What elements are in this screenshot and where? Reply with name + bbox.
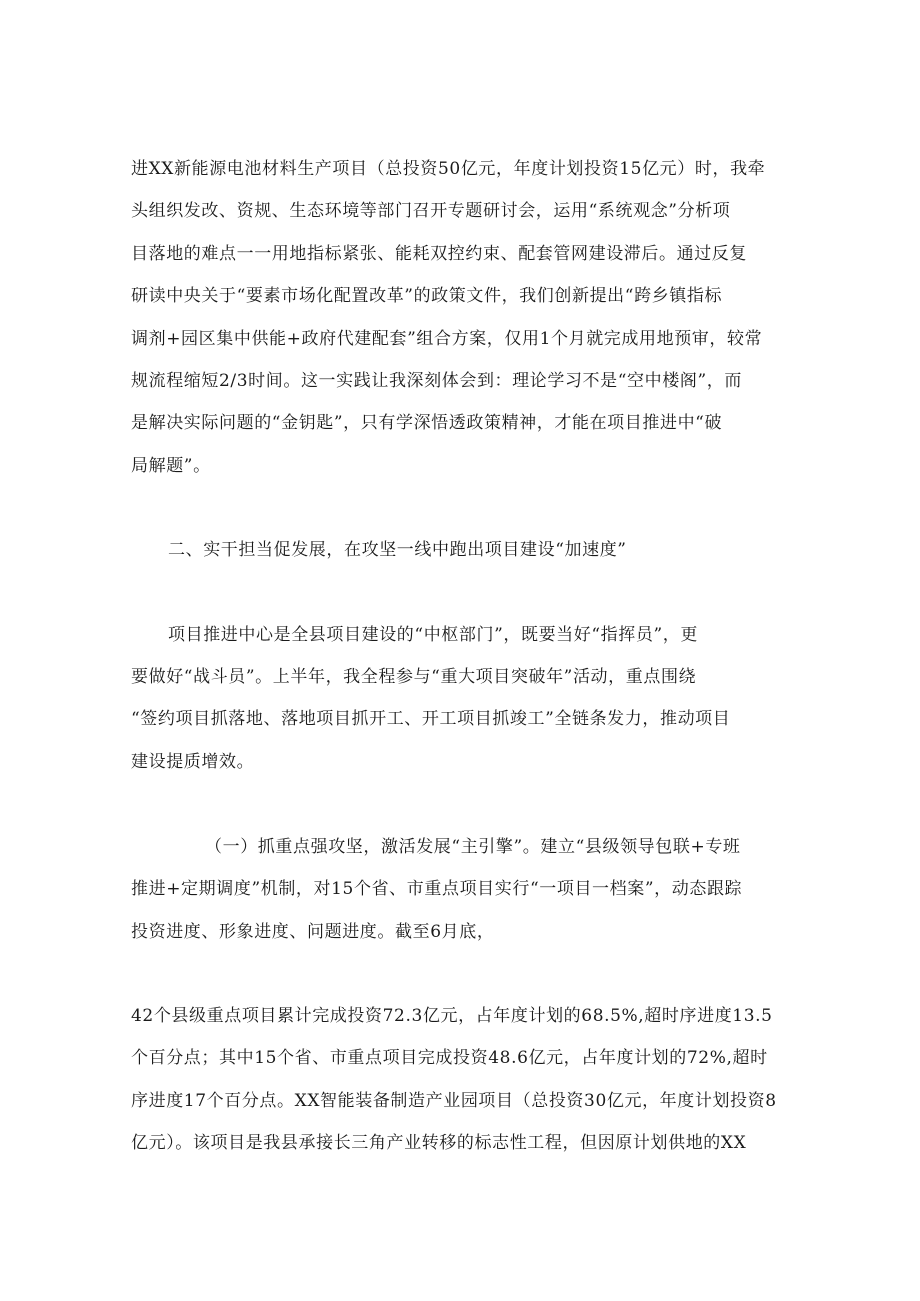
text-line: 投资进度、形象进度、问题进度。截至6月底， [131,922,495,942]
text-line: 42个县级重点项目累计完成投资72.3亿元，占年度计划的68.5%,超时序进度13.5 [131,1006,773,1026]
text-line: “签约项目抓落地、落地项目抓开工、开工项目抓竣工”全链条发力，推动项目 [131,709,731,729]
text-line: 亿元）。该项目是我县承接长三角产业转移的标志性工程，但因原计划供地的XX [131,1133,747,1153]
text-line: 序进度17个百分点。XX智能装备制造产业园项目（总投资30亿元，年度计划投资8 [131,1091,777,1111]
text-line: 目落地的难点一一用地指标紧张、能耗双控约束、配套管网建设滞后。通过反复 [131,244,747,264]
text-line: 规流程缩短2/3时间。这一实践让我深刻体会到：理论学习不是“空中楼阁”，而 [131,371,742,391]
text-line: 个百分点；其中15个省、市重点项目完成投资48.6亿元，占年度计划的72%,超时 [131,1048,768,1068]
text-line: 推进+定期调度”机制，对15个省、市重点项目实行“一项目一档案”，动态跟踪 [131,879,743,899]
text-line: 头组织发改、资规、生态环境等部门召开专题研讨会，运用“系统观念”分析项 [131,201,731,221]
text-line: 进XX新能源电池材料生产项目（总投资50亿元，年度计划投资15亿元）时，我牵 [131,159,766,179]
heading-text: 二、实干担当促发展，在攻坚一线中跑出项目建设“加速度” [168,540,627,560]
text-line: 项目推进中心是全县项目建设的“中枢部门”，既要当好“指挥员”，更 [168,625,698,645]
text-line: 局解题”。 [131,456,211,476]
text-line: 要做好“战斗员”。上半年，我全程参与“重大项目突破年”活动，重点围绕 [131,667,697,687]
text-line: 研读中央关于“要素市场化配置改革”的政策文件，我们创新提出“跨乡镇指标 [131,286,723,306]
text-line: （一）抓重点强攻坚，激活发展“主引擎”。建立“县级领导包联+专班 [205,837,741,857]
text-line: 调剂+园区集中供能+政府代建配套”组合方案，仅用1个月就完成用地预审，较常 [131,329,763,349]
text-line: 是解决实际问题的“金钥匙”，只有学深悟透政策精神，才能在项目推进中“破 [131,413,723,433]
text-line: 建设提质增效。 [131,752,255,772]
